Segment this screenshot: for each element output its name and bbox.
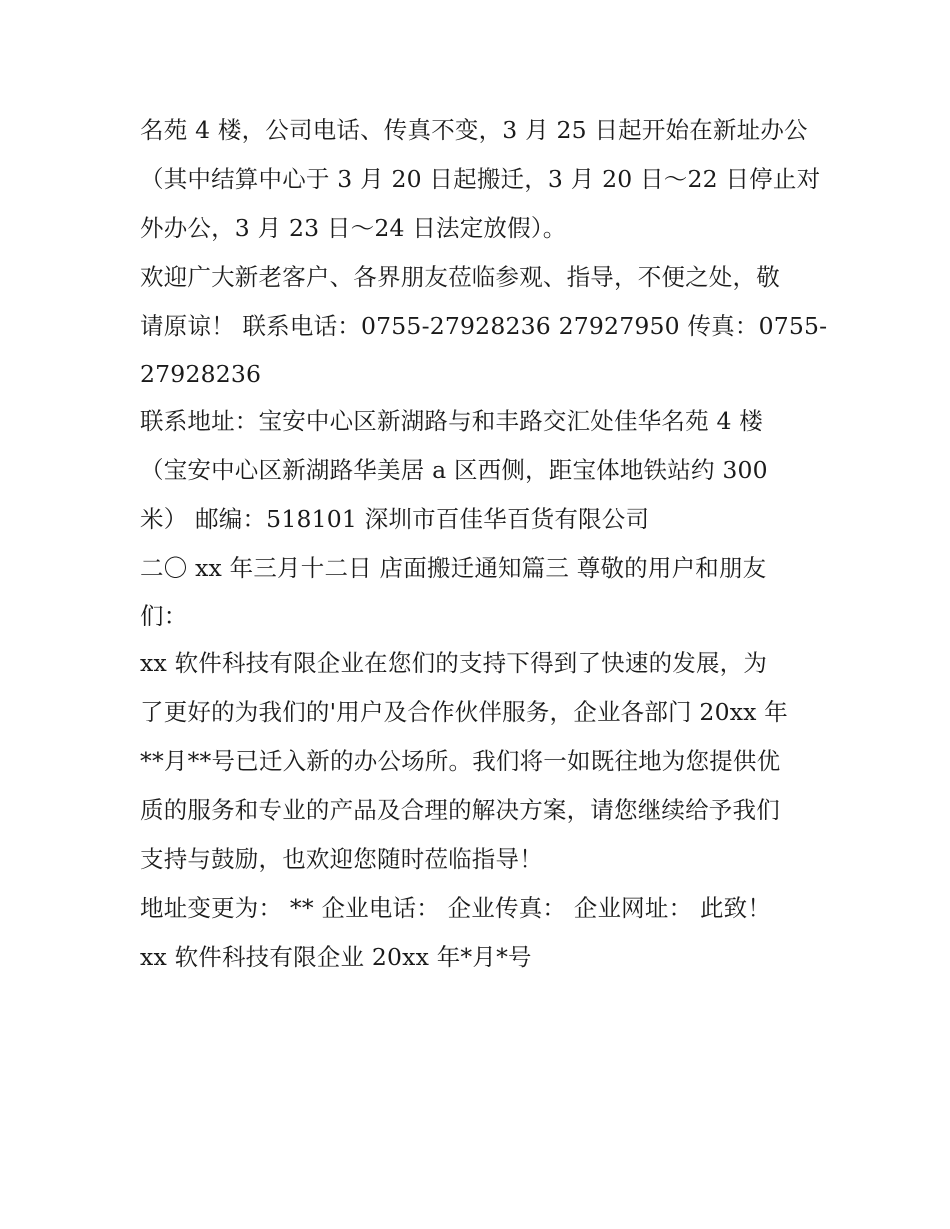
text-line: 质的服务和专业的产品及合理的解决方案，请您继续给予我们 bbox=[140, 796, 780, 824]
text-line: 米） 邮编：518101 深圳市百佳华百货有限公司 bbox=[140, 505, 650, 533]
text-line: xx 软件科技有限企业在您们的支持下得到了快速的发展，为 bbox=[140, 649, 768, 677]
text-line: 请原谅！ 联系电话：0755-27928236 27927950 传真：0755- bbox=[140, 312, 828, 340]
text-line: 名苑 4 楼，公司电话、传真不变，3 月 25 日起开始在新址办公 bbox=[140, 116, 808, 144]
text-line: 地址变更为： ** 企业电话： 企业传真： 企业网址： 此致！ bbox=[140, 894, 772, 922]
document-body bbox=[140, 106, 828, 982]
text-line: xx 软件科技有限企业 20xx 年*月*号 bbox=[140, 943, 532, 971]
text-line: **月**号已迁入新的办公场所。我们将一如既往地为您提供优 bbox=[140, 747, 781, 775]
text-line: 们： bbox=[140, 602, 188, 630]
text-line: （其中结算中心于 3 月 20 日起搬迁，3 月 20 日～22 日停止对 bbox=[140, 165, 821, 193]
text-line: 外办公，3 月 23 日～24 日法定放假）。 bbox=[140, 214, 567, 242]
text-line: 支持与鼓励，也欢迎您随时莅临指导！ bbox=[140, 845, 543, 873]
text-line: 二〇 xx 年三月十二日 店面搬迁通知篇三 尊敬的用户和朋友 bbox=[140, 554, 767, 582]
text-line: （宝安中心区新湖路华美居 a 区西侧，距宝体地铁站约 300 bbox=[140, 456, 768, 484]
text-line: 欢迎广大新老客户、各界朋友莅临参观、指导，不便之处，敬 bbox=[140, 263, 780, 291]
text-line: 27928236 bbox=[140, 360, 262, 388]
text-line: 联系地址：宝安中心区新湖路与和丰路交汇处佳华名苑 4 楼 bbox=[140, 407, 763, 435]
text-line: 了更好的为我们的'用户及合作伙伴服务，企业各部门 20xx 年 bbox=[140, 698, 789, 726]
